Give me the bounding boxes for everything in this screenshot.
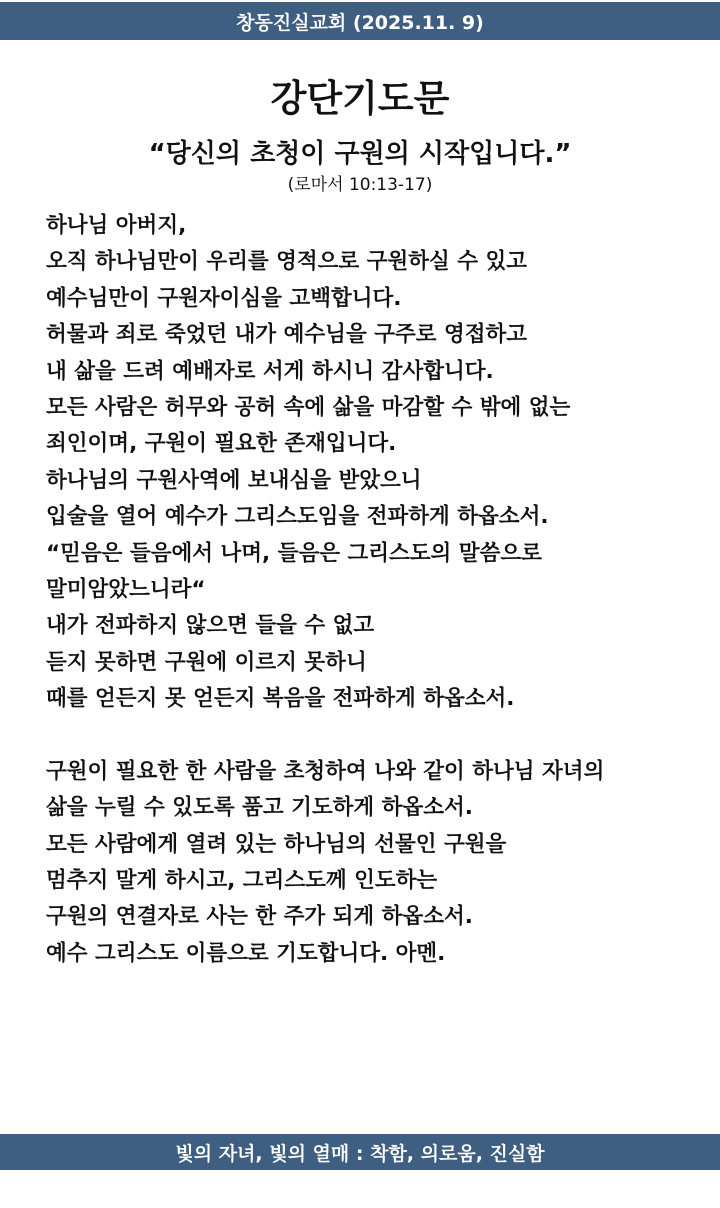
prayer-line: 입술을 열어 예수가 그리스도임을 전파하게 하옵소서. xyxy=(46,504,549,530)
prayer-line: 오직 하나님만이 우리를 영적으로 구원하실 수 있고 xyxy=(46,249,528,275)
scripture-reference: (로마서 10:13-17) xyxy=(287,175,433,195)
document-subtitle: “당신의 초청이 구원의 시작입니다.” xyxy=(148,139,572,169)
prayer-line: 멈추지 말게 하시고, 그리스도께 인도하는 xyxy=(46,868,438,894)
prayer-line: 내가 전파하지 않으면 들을 수 없고 xyxy=(46,613,375,639)
prayer-line: 구원의 연결자로 사는 한 주가 되게 하옵소서. xyxy=(46,904,473,930)
paragraph-break xyxy=(46,717,706,753)
prayer-line: 예수님만이 구원자이심을 고백합니다. xyxy=(46,285,402,311)
church-date-banner xyxy=(0,2,720,40)
prayer-body xyxy=(46,208,706,972)
church-date-text: 창동진실교회 (2025.11. 9) xyxy=(236,11,484,34)
prayer-line: 구원이 필요한 한 사람을 초청하여 나와 같이 하나님 자녀의 xyxy=(46,758,605,784)
prayer-line: 죄인이며, 구원이 필요한 존재입니다. xyxy=(46,431,397,457)
prayer-line: “믿음은 들음에서 나며, 들음은 그리스도의 말씀으로 xyxy=(46,540,542,566)
fruit-of-light-text: 빛의 자녀, 빛의 열매 : 착함, 의로움, 진실함 xyxy=(175,1142,545,1165)
prayer-line: 예수 그리스도 이름으로 기도합니다. 아멘. xyxy=(46,940,446,966)
prayer-line: 허물과 죄로 죽었던 내가 예수님을 구주로 영접하고 xyxy=(46,322,528,348)
prayer-line: 때를 얻든지 못 얻든지 복음을 전파하게 하옵소서. xyxy=(46,686,515,712)
prayer-line: 하나님의 구원사역에 보내심을 받았으니 xyxy=(46,467,422,493)
fruit-of-light-banner xyxy=(0,1134,720,1170)
document-title: 강단기도문 xyxy=(270,77,450,120)
prayer-line: 모든 사람은 허무와 공허 속에 삶을 마감할 수 밖에 없는 xyxy=(46,394,571,420)
prayer-line: 내 삶을 드려 예배자로 서게 하시니 감사합니다. xyxy=(46,358,494,384)
prayer-line: 말미암았느니라“ xyxy=(46,576,206,602)
prayer-line: 듣지 못하면 구원에 이르지 못하니 xyxy=(46,649,367,675)
prayer-line: 하나님 아버지, xyxy=(46,213,187,238)
prayer-line: 삶을 누릴 수 있도록 품고 기도하게 하옵소서. xyxy=(46,795,473,821)
prayer-line: 모든 사람에게 열려 있는 하나님의 선물인 구원을 xyxy=(46,831,507,857)
